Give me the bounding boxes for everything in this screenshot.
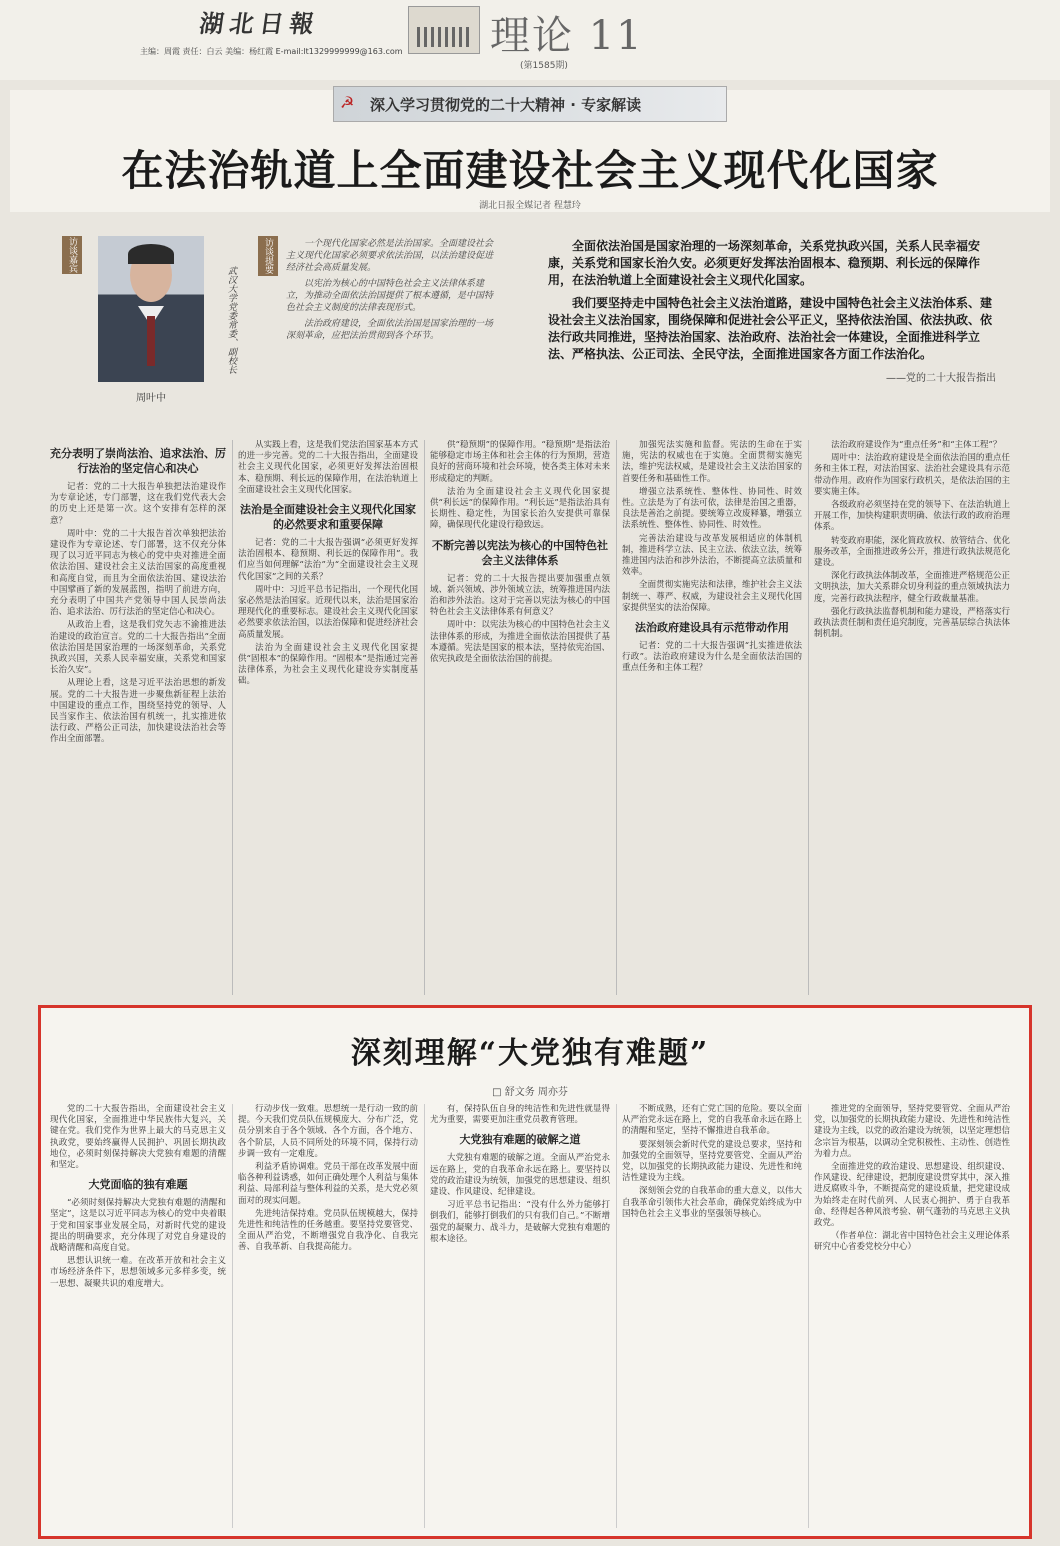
guest-photo: [98, 236, 204, 382]
guest-title: 武汉大学党委常委、副校长: [226, 266, 236, 374]
top-column-5: [814, 440, 1010, 995]
bottom-column-4: [622, 1104, 802, 1534]
column-divider: [808, 440, 809, 995]
author-affiliation: （作者单位：湖北省中国特色社会主义理论体系研究中心省委党校分中心）: [814, 1231, 1010, 1253]
body-paragraph: 周叶中：法治政府建设是全面依法治国的重点任务和主体工程，对法治国家、法治社会建设具有示范带动作用。政府作为国家行政机关，是依法治国的主要实施主体。: [814, 453, 1010, 497]
body-paragraph: 有，保持队伍自身的纯洁性和先进性就显得尤为重要，需要更加注重党员教育管理。: [430, 1104, 610, 1126]
body-paragraph: 记者：党的二十大报告单独把法治建设作为专章论述，专门部署，这在我们党代表大会的历史上还是第一次。这个安排有怎样的深意？: [50, 482, 226, 526]
body-paragraph: 从政治上看，这是我们党矢志不渝推进法治建设的政治宣言。党的二十大报告指出“全面依法治国是国家治理的一场深刻革命，关系党执政兴国，关系人民幸福安康，关系党和国家长治久安”。: [50, 620, 226, 676]
masthead: [0, 0, 1060, 80]
body-paragraph: 深刻领会党的自我革命的重大意义，以伟大自我革命引领伟大社会革命，确保党始终成为中国特色社会主义事业的坚强领导核心。: [622, 1186, 802, 1219]
subhead: 大党面临的独有难题: [88, 1178, 188, 1192]
subhead: 法治政府建设具有示范带动作用: [635, 621, 789, 635]
report-quote: [548, 238, 996, 388]
column-divider: [424, 1104, 425, 1528]
page-label: 理论: [490, 13, 574, 59]
interview-summary: [286, 238, 498, 388]
bottom-column-5: [814, 1104, 1010, 1534]
body-paragraph: 周叶中：党的二十大报告首次单独把法治建设作为专章论述、专门部署，这不仅充分体现了以习近平同志为核心的党中央对推进全面依法治国、建设社会主义法治国家的高度重视和高度自觉，而且为全面依法治国、建设法治中国擘画了新的发展蓝图，指明了前进方向，充分表明了中国共产党领导中国人民崇尚法治、追求法治、厉行法治的坚定信心和决心。: [50, 528, 226, 618]
body-paragraph: 全面推进党的政治建设、思想建设、组织建设、作风建设、纪律建设，把制度建设贯穿其中，深入推进反腐败斗争，不断提高党的建设质量，把党建设成为始终走在时代前列、人民衷心拥护、勇于自我革命、经得起各种风浪考验、朝气蓬勃的马克思主义执政党。: [814, 1162, 1010, 1229]
body-paragraph: 完善法治建设与改革发展相适应的体制机制，推进科学立法、民主立法、依法立法，统筹推进国内法治和涉外法治，不断提高立法质量和效率。: [622, 533, 802, 578]
column-divider: [424, 440, 425, 995]
column-divider: [232, 1104, 233, 1528]
quote-paragraph: 我们要坚持走中国特色社会主义法治道路，建设中国特色社会主义法治体系、建设社会主义法治国家，围绕保障和促进社会公平正义，坚持依法治国、依法执政、依法行政共同推进，坚持法治国家、法治政府、法治社会一体建设，全面推进科学立法、严格执法、公正司法、全民守法，全面推进国家各方面工作法治化。: [548, 296, 993, 361]
paper-name: 湖北日報: [197, 9, 322, 38]
summary-tag: 访谈提要: [258, 236, 278, 276]
top-column-1: [50, 440, 226, 995]
body-paragraph: 各级政府必须坚持在党的领导下、在法治轨道上开展工作，加快构建职责明确、依法行政的政府治理体系。: [814, 500, 1010, 533]
photo-hair: [128, 244, 174, 264]
body-paragraph: 推进党的全面领导，坚持党要管党、全面从严治党，以加强党的长期执政能力建设、先进性和纯洁性建设为主线，以党的政治建设为统领，以坚定理想信念宗旨为根基，以调动全党积极性、主动性、创造性为着力点。: [814, 1104, 1010, 1159]
body-paragraph: 党的二十大报告指出，全面建设社会主义现代化国家，全面推进中华民族伟大复兴，关键在党。我们党作为世界上最大的马克思主义执政党，要始终赢得人民拥护、巩固长期执政地位，必须时刻保持解决大党独有难题的清醒和坚定。: [50, 1104, 226, 1171]
body-paragraph: 思想认识统一难。在改革开放和社会主义市场经济条件下，思想领域多元多样多变，统一思想、凝聚共识的难度增大。: [50, 1256, 226, 1289]
column-divider: [808, 1104, 809, 1528]
body-paragraph: 要深刻领会新时代党的建设总要求，坚持和加强党的全面领导，坚持党要管党、全面从严治党，以加强党的长期执政能力建设、先进性和纯洁性建设为主线。: [622, 1139, 802, 1184]
subhead: 不断完善以宪法为核心的中国特色社会主义法律体系: [432, 538, 608, 567]
top-headline: 在法治轨道上全面建设社会主义现代化国家: [121, 146, 939, 195]
subhead: 大党独有难题的破解之道: [459, 1133, 581, 1147]
bottom-column-1: [50, 1104, 226, 1534]
bottom-column-3: [430, 1104, 610, 1534]
body-paragraph: 利益矛盾协调难。党员干部在改革发展中面临各种利益诱惑，如何正确处理个人利益与集体利益、局部利益与整体利益的关系，是大党必须面对的现实问题。: [238, 1162, 418, 1206]
body-paragraph: 从实践上看，这是我们党法治国家基本方式的进一步完善。党的二十大报告指出，全面建设社会主义现代化国家，必须更好发挥法治固根本、稳预期、利长远的保障作用，在法治轨道上全面建设社会主义现代化国家。: [238, 440, 418, 495]
series-title: 深入学习贯彻党的二十大精神 · 专家解读: [370, 96, 642, 114]
body-paragraph: 记者：党的二十大报告强调“必须更好发挥法治固根本、稳预期、利长远的保障作用”。我们应当如何理解“法治”为“全面建设社会主义现代化国家”之间的关系？: [238, 538, 418, 582]
top-column-4: [622, 440, 802, 995]
masthead-logo: [408, 6, 480, 54]
body-paragraph: 周叶中：习近平总书记指出，一个现代化国家必然是法治国家。近现代以来，法治是国家治理现代化的重要标志。建设社会主义现代化国家必然要求依法治国，以法治保障和促进经济社会高质量发展。: [238, 584, 418, 640]
body-paragraph: 行动步伐一致难。思想统一是行动一致的前提。今天我们党员队伍规模庞大、分布广泛，党员分别来自于各个领域、各个方面，各个地方、各个阶层，人员不同所处的环境不同，保持行动步调一致有一定难度。: [238, 1104, 418, 1159]
body-paragraph: 从理论上看，这是习近平法治思想的新发展。党的二十大报告进一步聚焦新征程上法治中国建设的重点工作，围绕坚持党的领导、人民当家作主、依法治国有机统一，扎实推进依法行政、严格公正司法，加快建设法治社会等作出全面部署。: [50, 678, 226, 745]
photo-caption: 周叶中: [136, 393, 166, 404]
body-paragraph: “必须时刻保持解决大党独有难题的清醒和坚定”，这是以习近平同志为核心的党中央着眼于党和国家事业发展全局，对新时代党的建设提出的明确要求，充分体现了对党自身建设的战略清醒和高度自觉。: [50, 1198, 226, 1254]
body-paragraph: 记者：党的二十大报告强调“扎实推进依法行政”。法治政府建设为什么是全面依法治国的重点任务和主体工程？: [622, 641, 802, 674]
body-paragraph: 记者：党的二十大报告提出要加强重点领域、新兴领域、涉外领域立法，统筹推进国内法治和涉外法治。这对于完善以宪法为核心的中国特色社会主义法律体系有何意义？: [430, 573, 610, 618]
body-paragraph: 转变政府职能，深化简政放权、放管结合、优化服务改革，全面推进政务公开，推进行政执法规范化建设。: [814, 535, 1010, 569]
body-paragraph: 加强宪法实施和监督。宪法的生命在于实施，宪法的权威也在于实施。全面贯彻实施宪法，维护宪法权威，是建设社会主义法治国家的首要任务和基础性工作。: [622, 440, 802, 484]
body-paragraph: 供“稳预期”的保障作用。“稳预期”是指法治能够稳定市场主体和社会主体的行为预期，营造良好的营商环境和社会环境，使各类主体对未来形成稳定的判断。: [430, 440, 610, 484]
top-column-3: [430, 440, 610, 995]
quote-paragraph: 全面依法治国是国家治理的一场深刻革命，关系党执政兴国，关系人民幸福安康，关系党和国家长治久安。必须更好发挥法治固根本、稳预期、利长远的保障作用，在法治轨道上全面建设社会主义现代化国家。: [548, 239, 981, 287]
body-paragraph: 周叶中：以宪法为核心的中国特色社会主义法律体系的形成，为推进全面依法治国提供了基本遵循。宪法是国家的根本法，坚持依宪治国、依宪执政是全面依法治国的前提。: [430, 620, 610, 665]
column-divider: [616, 440, 617, 995]
bottom-headline: 深刻理解“大党独有难题”: [350, 1036, 710, 1071]
body-paragraph: 增强立法系统性、整体性、协同性、时效性。立法是为了有法可依，法律是治国之重器，良法是善治之前提。要统筹立改废释纂，增强立法系统性、整体性、协同性、时效性。: [622, 486, 802, 531]
issue-number: (第1585期): [520, 61, 568, 71]
subhead: 充分表明了崇尚法治、追求法治、厉行法治的坚定信心和决心: [50, 447, 226, 475]
body-paragraph: 法治为全面建设社会主义现代化国家提供“利长远”的保障作用。“利长远”是指法治具有长期性、稳定性，为国家长治久安提供可靠保障，确保现代化建设行稳致远。: [430, 486, 610, 531]
top-column-2: [238, 440, 418, 995]
bottom-column-2: [238, 1104, 418, 1534]
body-paragraph: 法治为全面建设社会主义现代化国家提供“固根本”的保障作用。“固根本”是指通过完善法律体系，为社会主义现代化建设夯实制度基础。: [238, 642, 418, 687]
body-paragraph: 深化行政执法体制改革，全面推进严格规范公正文明执法，加大关系群众切身利益的重点领域执法力度，完善行政执法程序，健全行政裁量基准。: [814, 571, 1010, 604]
subhead: 法治是全面建设社会主义现代化国家的必然要求和重要保障: [240, 503, 416, 532]
body-paragraph: 不断成熟，还有亡党亡国的危险。要以全面从严治党永远在路上，党的自我革命永远在路上的清醒和坚定，坚持不懈推进自我革命。: [622, 1104, 802, 1137]
body-paragraph: 习近平总书记指出：“没有什么外力能够打倒我们，能够打倒我们的只有我们自己。”不断增强党的凝聚力、战斗力，是破解大党独有难题的根本途径。: [430, 1200, 610, 1244]
summary-paragraph: 法治政府建设，全面依法治国是国家治理的一场深刻革命，应把法治贯彻到各个环节。: [286, 319, 494, 341]
series-banner: [333, 86, 727, 122]
body-paragraph: 强化行政执法监督机制和能力建设，严格落实行政执法责任制和责任追究制度，完善基层综合执法体制机制。: [814, 606, 1010, 640]
top-byline: 湖北日报全媒记者 程慧玲: [479, 201, 581, 211]
body-paragraph: 先进纯洁保持难。党员队伍规模越大，保持先进性和纯洁性的任务越重。要坚持党要管党、全面从严治党，不断增强党自我净化、自我完善、自我革新、自我提高能力。: [238, 1208, 418, 1253]
body-paragraph: 大党独有难题的破解之道。全面从严治党永远在路上，党的自我革命永远在路上。要坚持以党的政治建设为统领，加强党的思想建设、组织建设、作风建设、纪律建设。: [430, 1153, 610, 1198]
photo-tie: [147, 316, 155, 366]
editor-info-line: 主编：周霞 责任：白云 美编：杨红霞 E-mail:lt1329999999@163.com: [140, 47, 403, 56]
column-divider: [232, 440, 233, 995]
bottom-byline: □ 舒文务 周亦芬: [492, 1087, 568, 1098]
summary-paragraph: 一个现代化国家必然是法治国家。全面建设社会主义现代化国家必须要求依法治国，以法治建设促进经济社会高质量发展。: [286, 239, 494, 273]
body-paragraph: 法治政府建设作为“重点任务”和“主体工程”？: [831, 440, 1002, 450]
quote-source: ——党的二十大报告指出: [886, 373, 996, 384]
summary-paragraph: 以宪治为核心的中国特色社会主义法律体系建立，为推动全面依法治国提供了根本遵循，是中国特色社会主义制度的法律表现形式。: [286, 279, 494, 313]
party-emblem-icon: ☭: [340, 93, 355, 112]
interview-guest-tag: 访谈嘉宾: [62, 236, 82, 274]
page-section-label: [490, 4, 644, 61]
body-paragraph: 全面贯彻实施宪法和法律，维护社会主义法制统一、尊严、权威，为建设社会主义现代化国家提供坚实的法治保障。: [622, 580, 802, 613]
page-number: 11: [588, 13, 644, 59]
column-divider: [616, 1104, 617, 1528]
